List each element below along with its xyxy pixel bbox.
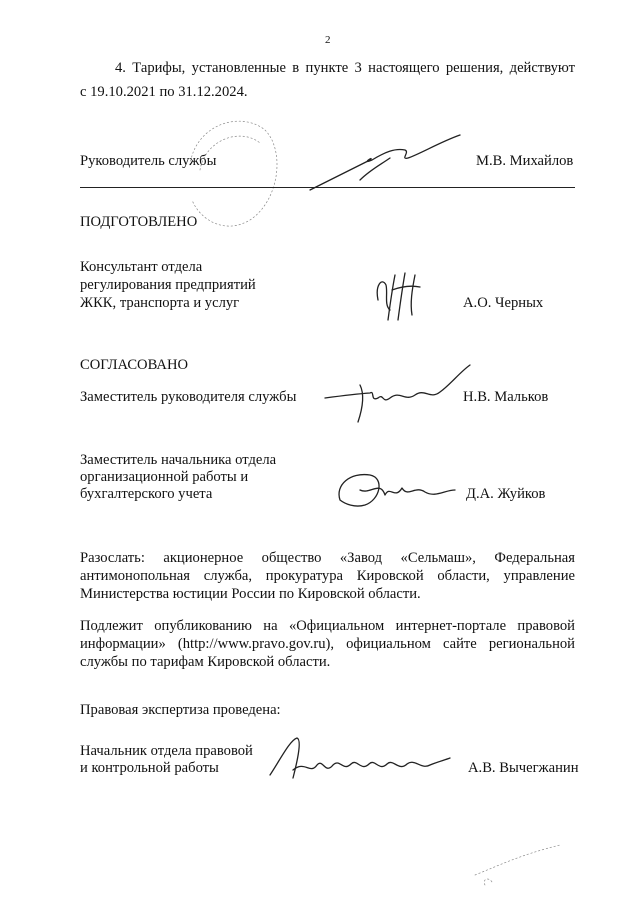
publication-line-3: службы по тарифам Кировской области. xyxy=(80,654,331,670)
deputy-dept-position-line-3: бухгалтерского учета xyxy=(80,486,213,502)
prepared-position-line-3: ЖКК, транспорта и услуг xyxy=(80,295,240,311)
prepared-position-line-2: регулирования предприятий xyxy=(80,277,256,293)
publication-line-2: информации» (http://www.pravo.gov.ru), официальном сайте региональной xyxy=(80,636,575,652)
pencil-mark-icon xyxy=(470,840,570,890)
legal-position-line-1: Начальник отдела правовой xyxy=(80,743,253,759)
legal-position-line-2: и контрольной работы xyxy=(80,760,219,776)
deputy-dept-position-line-1: Заместитель начальника отдела xyxy=(80,452,277,468)
deputy-head-signature-icon xyxy=(320,360,480,430)
deputy-head-name: Н.В. Мальков xyxy=(463,389,549,405)
prepared-signature-icon xyxy=(370,265,430,325)
agreed-heading: СОГЛАСОВАНО xyxy=(80,357,189,373)
page-number: 2 xyxy=(325,34,331,46)
prepared-heading: ПОДГОТОВЛЕНО xyxy=(80,214,198,230)
deputy-dept-name: Д.А. Жуйков xyxy=(466,486,546,502)
prepared-position-line-1: Консультант отдела xyxy=(80,259,203,275)
deputy-dept-signature-icon xyxy=(330,460,460,520)
head-name: М.В. Михайлов xyxy=(476,153,574,169)
clause-4-line-2: с 19.10.2021 по 31.12.2024. xyxy=(80,84,248,100)
publication-line-1: Подлежит опубликованию на «Официальном интернет-портале правовой xyxy=(80,618,575,634)
distribution-line-2: антимонопольная служба, прокуратура Кировской области, управление xyxy=(80,568,575,584)
distribution-line-1: Разослать: акционерное общество «Завод «Сельмаш», Федеральная xyxy=(80,550,575,566)
distribution-line-3: Министерства юстиции России по Кировской области. xyxy=(80,586,421,602)
legal-statement: Правовая экспертиза проведена: xyxy=(80,702,281,718)
head-position: Руководитель службы xyxy=(80,153,217,169)
clause-4-line-1: 4. Тарифы, установленные в пункте 3 настоящего решения, действуют xyxy=(115,60,575,76)
head-signature-icon xyxy=(300,130,470,200)
legal-name: А.В. Вычегжанин xyxy=(468,760,579,776)
prepared-name: А.О. Черных xyxy=(463,295,544,311)
separator-line xyxy=(80,187,575,188)
deputy-head-position: Заместитель руководителя службы xyxy=(80,389,297,405)
deputy-dept-position-line-2: организационной работы и xyxy=(80,469,249,485)
legal-signature-icon xyxy=(265,730,455,785)
